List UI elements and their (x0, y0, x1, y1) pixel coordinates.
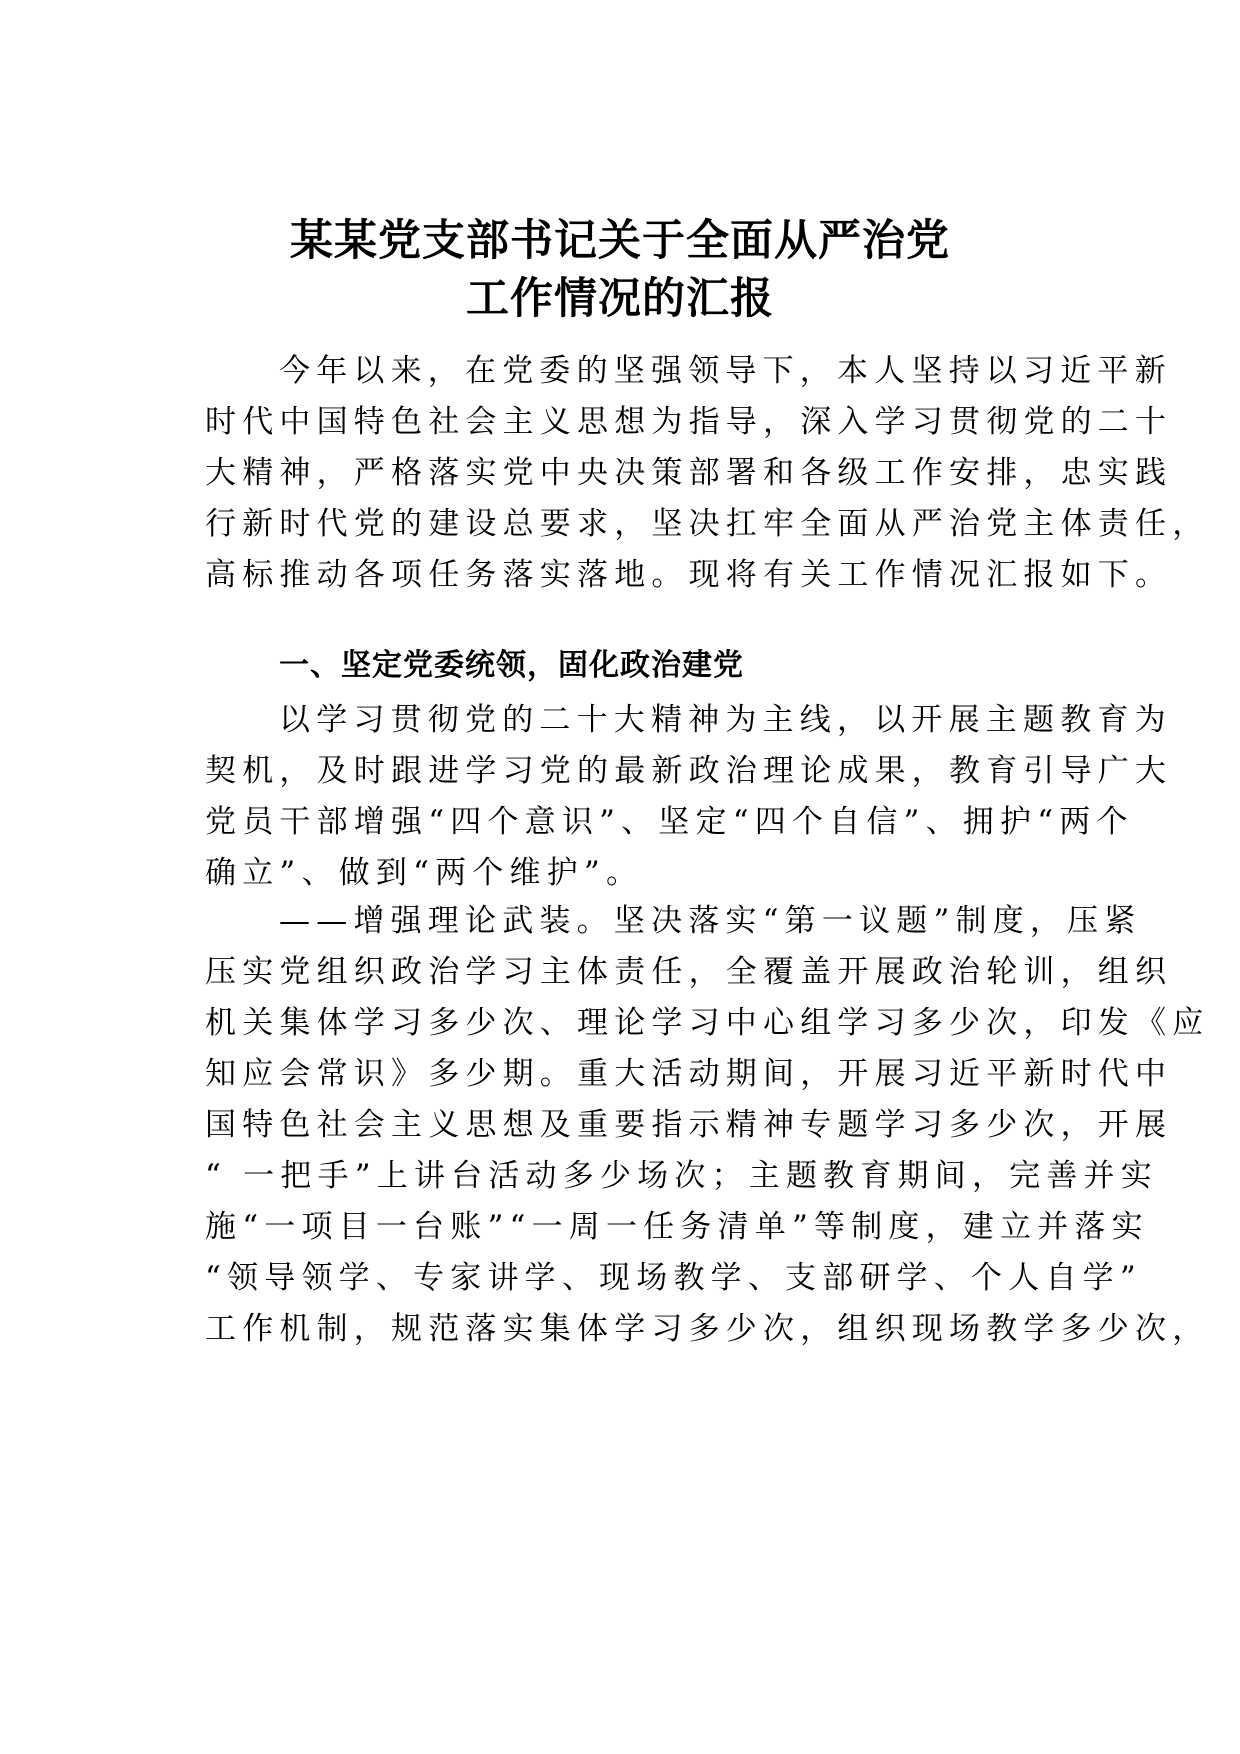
paragraph-line: 知应会常识》多少期。重大活动期间，开展习近平新时代中 (205, 1056, 1173, 1092)
paragraph-line: 契机，及时跟进学习党的最新政治理论成果，教育引导广大 (205, 753, 1173, 789)
title-line-1: 某某党支部书记关于全面从严治党 (290, 216, 950, 266)
section-1-heading: 一、坚定党委统领，固化政治建党 (279, 648, 744, 683)
section-1-paragraph (205, 695, 1173, 899)
paragraph-line: “领导领学、专家讲学、现场教学、支部研学、个人自学” (205, 1260, 1142, 1296)
paragraph-line: “ 一把手”上讲台活动多少场次；主题教育期间，完善并实 (205, 1158, 1158, 1194)
paragraph-line: ——增强理论武装。坚决落实“第一议题”制度，压紧 (279, 903, 1142, 939)
paragraph-line: 机关集体学习多少次、理论学习中心组学习多少次，印发《应 (205, 1005, 1210, 1041)
paragraph-line: 行新时代党的建设总要求，坚决扛牢全面从严治党主体责任， (205, 506, 1210, 542)
paragraph-line: 工作机制，规范落实集体学习多少次，组织现场教学多少次， (205, 1311, 1210, 1347)
intro-paragraph (205, 346, 1210, 601)
paragraph-line: 时代中国特色社会主义思想为指导，深入学习贯彻党的二十 (205, 404, 1173, 440)
paragraph-line: 今年以来，在党委的坚强领导下，本人坚持以习近平新 (279, 353, 1172, 389)
paragraph-line: 高标推动各项任务落实落地。现将有关工作情况汇报如下。 (205, 557, 1173, 593)
document-title (0, 212, 1240, 328)
paragraph-line: 大精神，严格落实党中央决策部署和各级工作安排，忠实践 (205, 455, 1173, 491)
paragraph-line: 国特色社会主义思想及重要指示精神专题学习多少次，开展 (205, 1107, 1173, 1143)
paragraph-line: 以学习贯彻党的二十大精神为主线，以开展主题教育为 (279, 702, 1172, 738)
paragraph-line: 压实党组织政治学习主体责任，全覆盖开展政治轮训，组织 (205, 954, 1173, 990)
paragraph-line: 确立”、做到“两个维护”。 (205, 855, 644, 891)
theory-armament-paragraph (205, 896, 1210, 1355)
title-line-2: 工作情况的汇报 (466, 274, 774, 324)
paragraph-line: 施“一项目一台账”“一周一任务清单”等制度，建立并落实 (205, 1209, 1149, 1245)
paragraph-line: 党员干部增强“四个意识”、坚定“四个自信”、拥护“两个 (205, 804, 1134, 840)
